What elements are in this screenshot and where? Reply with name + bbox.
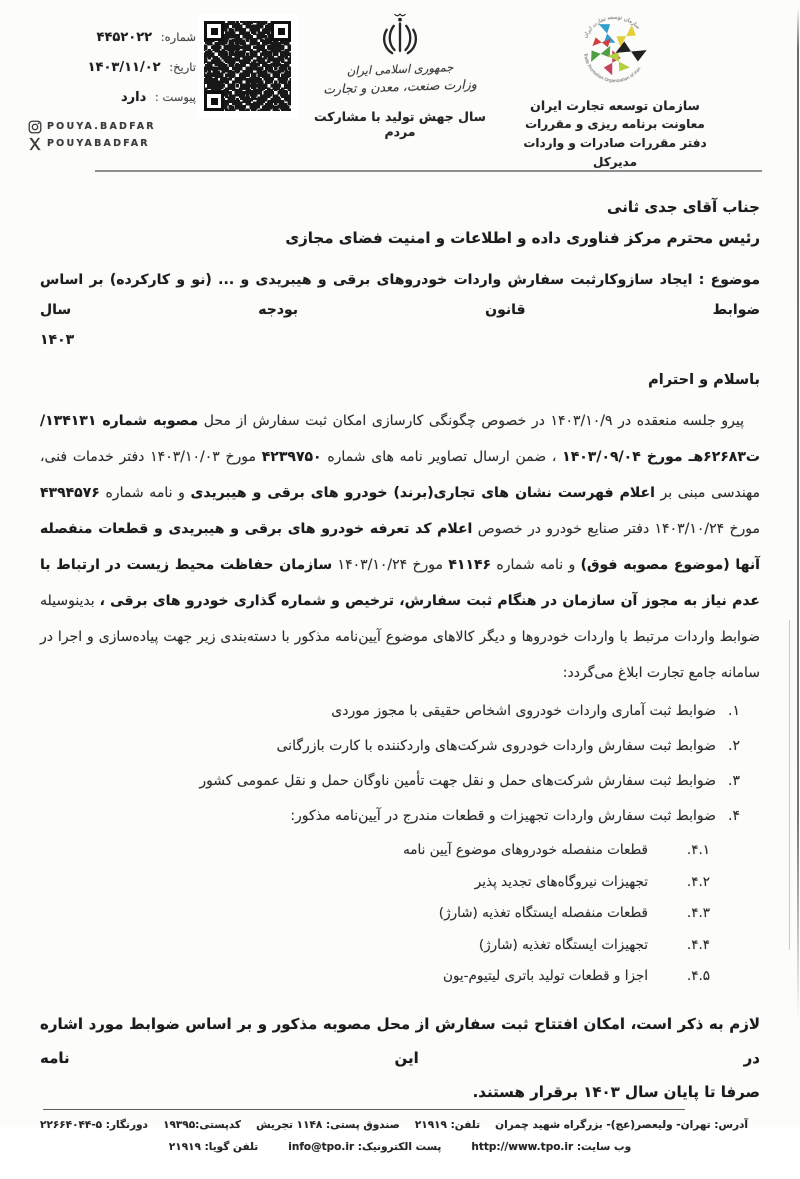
list-item xyxy=(40,694,760,729)
x-handle: POUYABADFAR xyxy=(47,138,150,149)
list-item-text: ضوابط ثبت آماری واردات خودروی اشخاص حقیقی با مجوز موردی xyxy=(331,703,716,719)
closing-note xyxy=(40,1007,760,1109)
organization-titles xyxy=(490,96,740,172)
org-title-line: مدیرکل xyxy=(592,155,638,169)
sub-item-text: تجهیزات ایستگاه تغذیه (شارژ) xyxy=(478,936,648,953)
list-item-number: ۱. xyxy=(728,703,740,719)
ministry-name-line: وزارت صنعت، معدن و تجارت xyxy=(322,76,478,97)
body-paragraph xyxy=(40,403,760,691)
attachment-label: پیوست : xyxy=(154,90,196,104)
logo-ring-text-fa: سازمان توسعه تجارت ایران xyxy=(582,14,641,40)
sub-item-number: ۴.۲. xyxy=(686,873,710,890)
recipient-name: جناب آقای جدی ثانی xyxy=(607,198,760,216)
letter-number-row xyxy=(28,26,196,56)
qr-finder-top-left xyxy=(204,21,224,41)
sub-list-item xyxy=(40,867,760,899)
footer-fax: دورنگار: ۵-۲۲۶۶۴۰۴۴ xyxy=(40,1118,148,1131)
letter-body xyxy=(0,172,800,1109)
subject-block xyxy=(40,265,760,355)
x-icon xyxy=(28,137,42,151)
body-segment: ۴۳۹۴۵۷۶ xyxy=(40,485,100,501)
date-value: ۱۴۰۳/۱۱/۰۲ xyxy=(87,60,161,75)
list-item xyxy=(40,729,760,764)
x-row xyxy=(28,135,196,152)
body-segment: ۴۲۳۹۷۵۰ xyxy=(261,449,322,465)
ministry-country-line: جمهوری اسلامی ایران xyxy=(346,60,454,78)
footer-voice-phone: تلفن گویا: ۲۱۹۱۹ xyxy=(168,1140,259,1153)
sub-list-item xyxy=(40,961,760,993)
body-segment: مصوبه شماره ۱۳۴۱۳۱/ت۶۲۶۸۳هـ مورخ ۱۴۰۳/۰۹/۰۴ xyxy=(40,413,760,465)
instagram-icon xyxy=(28,120,42,134)
list-item-text: ضوابط ثبت سفارش واردات تجهیزات و قطعات مندرج در آیین‌نامه مذکور: xyxy=(290,808,716,824)
body-segment: و نامه شماره xyxy=(99,485,191,501)
body-segment: پیرو جلسه منعقده در ۱۴۰۳/۱۰/۹ در خصوص چگونگی کارسازی امکان ثبت سفارش از محل xyxy=(198,413,744,429)
body-segment: مورخ ۱۴۰۳/۱۰/۲۴ دفتر صنایع خودرو در خصوص xyxy=(472,521,760,537)
letter-meta xyxy=(28,26,196,152)
sub-item-number: ۴.۴. xyxy=(686,936,710,953)
year-slogan: سال جهش تولید با مشارکت مردم xyxy=(314,109,486,139)
letter-date-row xyxy=(28,56,196,86)
letter-footer xyxy=(0,1109,800,1179)
footer-website: وب سایت: http://www.tpo.ir xyxy=(471,1140,632,1153)
regulations-sub-list xyxy=(40,835,760,993)
footer-email: پست الکترونیک: info@tpo.ir xyxy=(288,1140,442,1153)
sub-item-text: تجهیزات نیروگاه‌های تجدید پذیر xyxy=(474,873,648,890)
body-segment: اعلام فهرست نشان های تجاری(برند) خودرو های برقی و هیبریدی xyxy=(190,485,655,501)
letterhead xyxy=(0,0,800,170)
iran-emblem-icon xyxy=(375,12,425,60)
sub-list-item xyxy=(40,835,760,867)
body-segment: اعلام کد تعرفه خودرو های برقی و هیبریدی و قطعات منفصله آنها (موضوع مصوبه فوق) xyxy=(40,521,760,573)
subject-line-1: موضوع : ایجاد سازوکارثبت سفارش واردات خودروهای برقی و هیبریدی و ... (نو و کارکرده) بر اساس ضوابط قانون بودجه سال xyxy=(40,272,760,318)
body-segment: و نامه شماره xyxy=(491,557,581,573)
sub-list-item xyxy=(40,930,760,962)
org-title-line: دفتر مقررات صادرات و واردات xyxy=(523,136,707,150)
body-segment: ، ضمن ارسال تصاویر نامه های شماره xyxy=(321,449,563,465)
list-item-number: ۴. xyxy=(728,808,740,824)
letter-attachment-row xyxy=(28,86,196,116)
number-label: شماره: xyxy=(160,30,196,44)
salutation: باسلام و احترام xyxy=(648,372,760,388)
attachment-value: دارد xyxy=(120,90,147,105)
sub-item-number: ۴.۵. xyxy=(686,968,710,984)
footer-phone: تلفن: ۲۱۹۱۹ xyxy=(414,1118,481,1131)
sub-list-item xyxy=(40,898,760,930)
subject-line-2: ۱۴۰۳ xyxy=(40,332,75,348)
footer-address: آدرس: تهران- ولیعصر(عج)- بزرگراه شهید چمران xyxy=(495,1118,748,1131)
tpo-logo-icon xyxy=(573,8,657,88)
footer-divider xyxy=(43,1109,685,1110)
regulations-list xyxy=(40,694,760,834)
body-segment: ۴۱۱۴۶ xyxy=(448,557,492,573)
body-segment: مورخ ۱۴۰۳/۱۰/۰۳ دفتر خدمات فنی، مهندسی مبنی بر xyxy=(40,449,760,501)
number-value: ۴۴۵۲۰۲۲ xyxy=(96,30,153,45)
closing-line-2: صرفا تا پایان سال ۱۴۰۳ برقرار هستند. xyxy=(472,1082,760,1101)
sub-item-number: ۴.۳. xyxy=(686,905,710,921)
instagram-row xyxy=(28,118,196,135)
list-item-text: ضوابط ثبت سفارش واردات خودروی شرکت‌های واردکننده با کارت بازرگانی xyxy=(276,738,716,754)
qr-finder-top-right xyxy=(271,21,291,41)
list-item-text: ضوابط ثبت سفارش شرکت‌های حمل و نقل جهت تأمین ناوگان حمل و نقل عمومی کشور xyxy=(199,773,716,789)
body-segment: مورخ ۱۴۰۳/۱۰/۲۴ xyxy=(332,557,449,573)
sub-item-text: اجزا و قطعات تولید باتری لیتیوم-یون xyxy=(443,968,648,984)
qr-code xyxy=(197,14,298,118)
org-title-line: سازمان توسعه تجارت ایران xyxy=(530,98,700,113)
org-title-line: معاونت برنامه ریزی و مقررات xyxy=(525,117,705,131)
list-item xyxy=(40,764,760,799)
instagram-handle: POUYA.BADFAR xyxy=(47,121,156,132)
list-item-number: ۲. xyxy=(728,738,740,754)
organization-block xyxy=(490,8,740,172)
body-segment: سازمان حفاظت محیط زیست در ارتباط با عدم نیاز به مجوز آن سازمان در هنگام ثبت سفارش، ترخیص و شماره گذاری خودرو های برقی ، xyxy=(40,557,760,609)
logo-ring-text-en: Trade Promotion Organization of Iran xyxy=(583,52,642,84)
social-handles xyxy=(28,118,196,152)
date-label: تاریخ: xyxy=(169,60,196,74)
body-segment: بدینوسیله ضوابط واردات مرتبط با واردات خودروها و دیگر کالاهای موضوع آیین‌نامه مذکور با دسته‌بندی زیر جهت پیاده‌سازی و اجرا در سامانه جامع تجارت ابلاغ می‌گردد: xyxy=(40,593,760,681)
footer-postal-code: کدپستی:۱۹۳۹۵ xyxy=(163,1118,242,1131)
recipient-title: رئیس محترم مرکز فناوری داده و اطلاعات و امنیت فضای مجازی xyxy=(285,229,760,247)
closing-line-1: لازم به ذکر است، امکان افتتاح ثبت سفارش از محل مصوبه مذکور و بر اساس ضوابط مورد اشاره در این نامه xyxy=(40,1014,760,1067)
footer-pobox: صندوق پستی: ۱۱۴۸ تجریش xyxy=(256,1118,400,1131)
list-item-number: ۳. xyxy=(728,773,740,789)
footer-web-line xyxy=(40,1141,760,1153)
footer-contact-line xyxy=(40,1119,760,1131)
scan-smudge-artifact xyxy=(789,620,791,950)
ministry-block xyxy=(300,12,500,139)
sub-item-text: قطعات منفصله ایستگاه تغذیه (شارژ) xyxy=(438,905,648,921)
list-item xyxy=(40,799,760,834)
sub-item-number: ۴.۱. xyxy=(686,842,710,858)
sub-item-text: قطعات منفصله خودروهای موضوع آیین نامه xyxy=(403,842,648,858)
qr-finder-bottom-left xyxy=(204,91,224,111)
